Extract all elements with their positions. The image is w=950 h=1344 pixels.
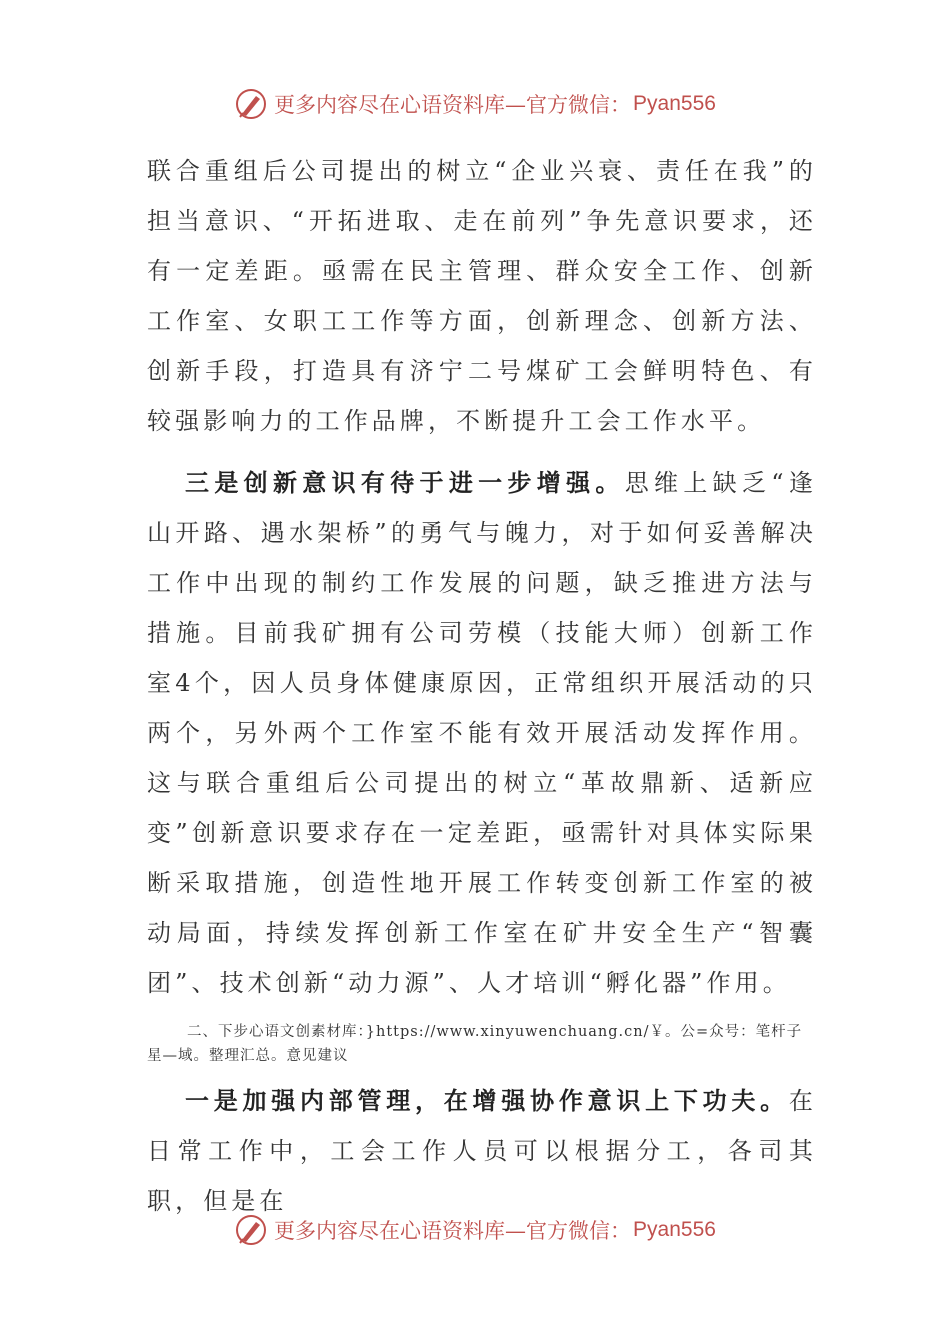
- paragraph-1: 联合重组后公司提出的树立“企业兴衰、责任在我”的担当意识、“开拓进取、走在前列”争先意识要求，还有一定差距。亟需在民主管理、群众安全工作、创新工作室、女职工工作等方面，创新理念、创新方法、创新手段，打造具有济宁二号煤矿工会鲜明特色、有较强影响力的工作品牌，不断提升工会工作水平。: [147, 157, 817, 435]
- pen-logo-icon: [234, 1213, 268, 1247]
- inline-note: 二、下步心语文创素材库：}https://www.xinyuwenchuang.cn/￥。公=众号：笔杆子星—域。整理汇总。意见建议: [147, 1024, 803, 1064]
- banner-wechat-id: Pyan556: [633, 92, 716, 115]
- paragraph-2: [147, 458, 817, 1008]
- banner-wechat-id: Pyan556: [633, 1218, 716, 1241]
- footer-banner: [0, 1210, 950, 1250]
- paragraph-3-text: 在日常工作中，工会工作人员可以根据分工，各司其职，但是在: [147, 1087, 817, 1215]
- banner-text: 更多内容尽在心语资料库—官方微信：: [274, 93, 632, 117]
- paragraph-3-heading: 一是加强内部管理，在增强协作意识上下功夫。: [185, 1086, 789, 1115]
- banner-text: 更多内容尽在心语资料库—官方微信：: [274, 1219, 632, 1243]
- paragraph-2-text: 思维上缺乏“逢山开路、遇水架桥”的勇气与魄力，对于如何妥善解决工作中出现的制约工作发展的问题，缺乏推进方法与措施。目前我矿拥有公司劳模（技能大师）创新工作室4个，因人员身体健康原因，正常组织开展活动的只两个，另外两个工作室不能有效开展活动发挥作用。这与联合重组后公司提出的树立“革故鼎新、适新应变”创新意识要求存在一定差距，亟需针对具体实际果断采取措施，创造性地开展工作转变创新工作室的被动局面，持续发挥创新工作室在矿井安全生产“智囊团”、技术创新“动力源”、人才培训“孵化器”作用。: [147, 469, 817, 997]
- paragraph-3: [147, 1076, 817, 1226]
- document-body: [147, 146, 817, 1226]
- pen-logo-icon: [234, 87, 268, 121]
- paragraph-2-heading: 三是创新意识有待于进一步增强。: [185, 468, 625, 497]
- header-banner: [0, 84, 950, 124]
